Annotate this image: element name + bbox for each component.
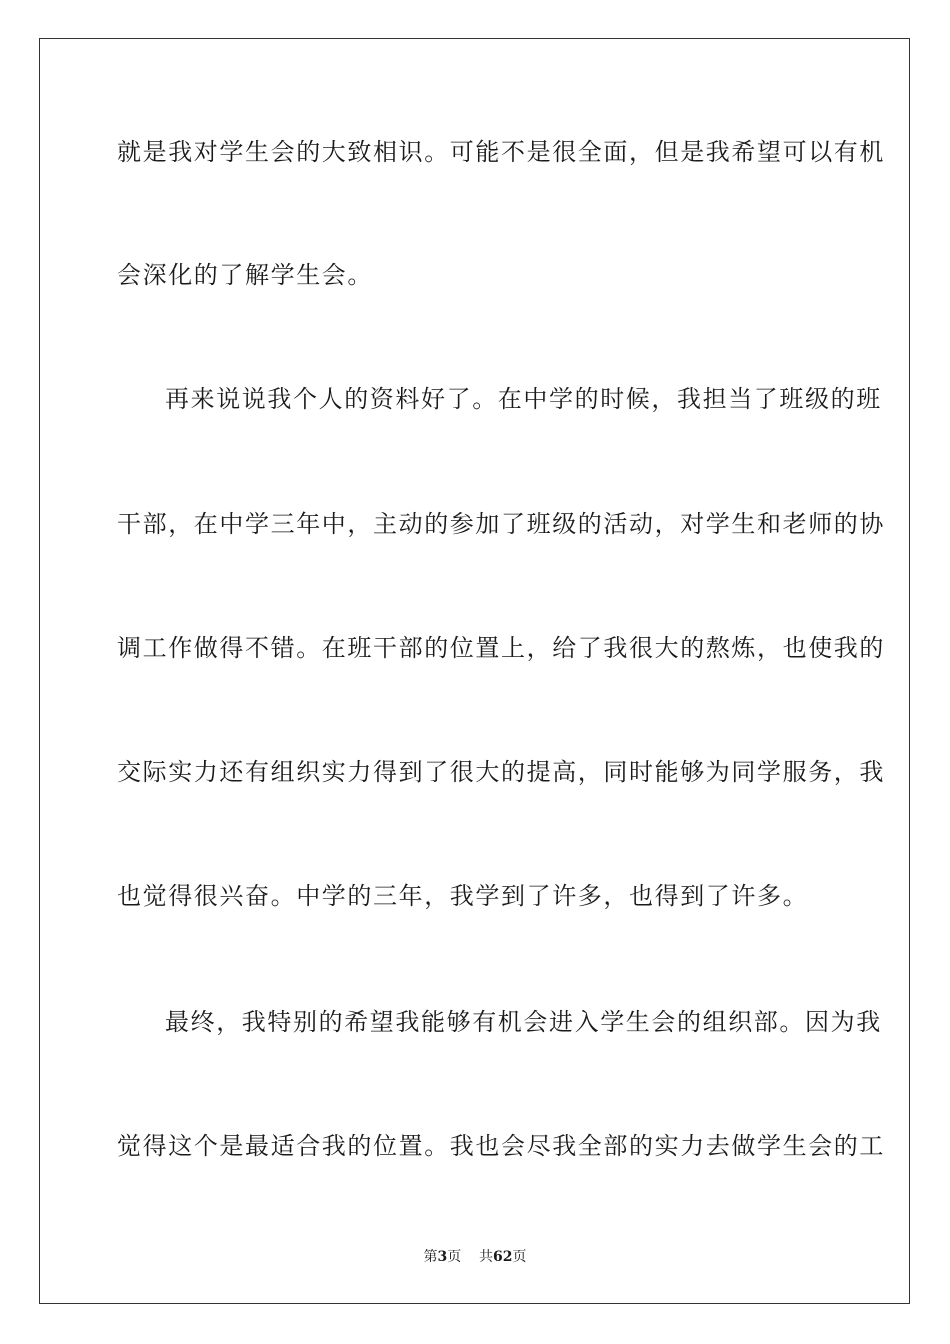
footer-total-pages: 62 [493,1249,513,1265]
footer-page-prefix: 第 [423,1249,438,1265]
text-line-2: 会深化的了解学生会。 [117,261,373,289]
text-line-3: 再来说说我个人的资料好了。在中学的时候，我担当了班级的班 [165,385,882,413]
text-line-7: 也觉得很兴奋。中学的三年，我学到了许多，也得到了许多。 [117,882,809,910]
footer-total-suffix: 页 [512,1249,527,1265]
footer-page-number: 3 [437,1249,448,1265]
text-line-6: 交际实力还有组织实力得到了很大的提高，同时能够为同学服务，我 [117,758,885,786]
text-line-1: 就是我对学生会的大致相识。可能不是很全面，但是我希望可以有机 [117,138,885,166]
text-line-8: 最终，我特别的希望我能够有机会进入学生会的组织部。因为我 [165,1008,882,1036]
page-footer [0,1248,950,1266]
text-line-5: 调工作做得不错。在班干部的位置上，给了我很大的熬炼，也使我的 [117,634,885,662]
footer-page-suffix: 页 [447,1249,462,1265]
footer-total-prefix: 共 [479,1249,494,1265]
text-line-4: 干部，在中学三年中，主动的参加了班级的活动，对学生和老师的协 [117,510,885,538]
text-line-9: 觉得这个是最适合我的位置。我也会尽我全部的实力去做学生会的工 [117,1132,885,1160]
page-border [39,38,910,1304]
